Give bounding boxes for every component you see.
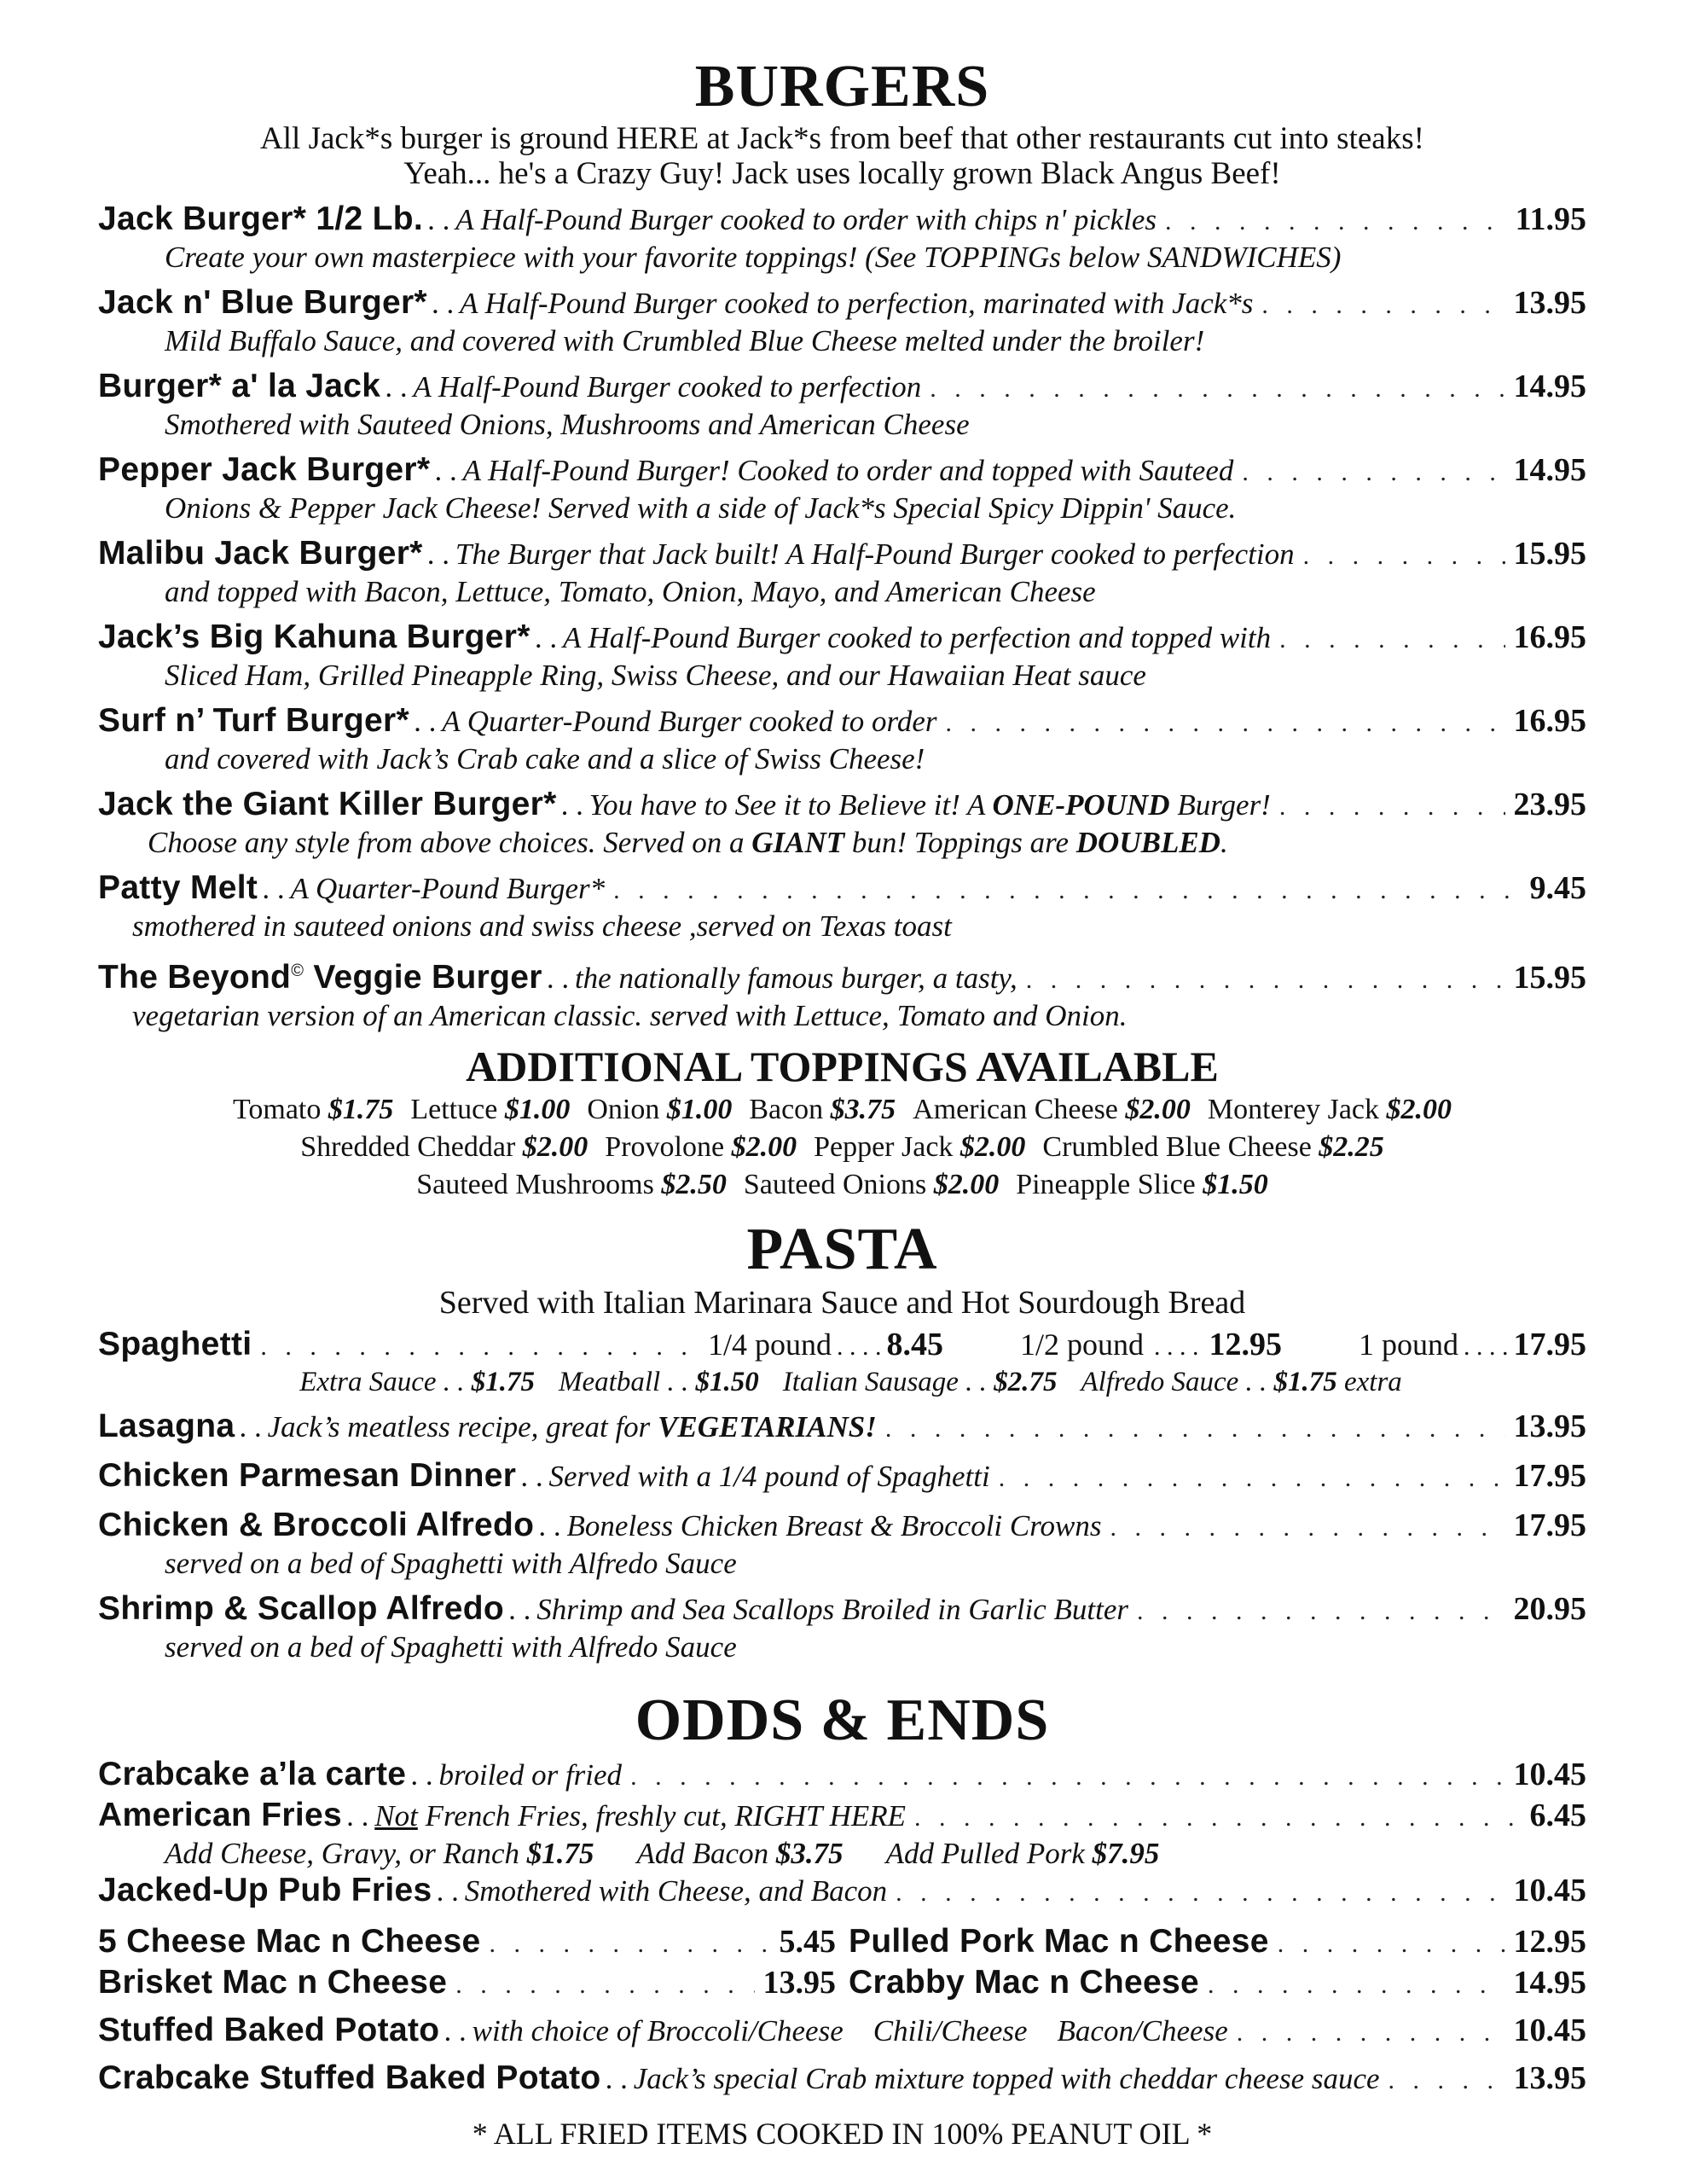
- item-price: 13.95: [1513, 285, 1586, 321]
- burgers-intro-line2: Yeah... he's a Crazy Guy! Jack uses locally grown Black Angus Beef!: [403, 156, 1281, 191]
- topping-item: [1016, 1169, 1268, 1200]
- extra-label: Alfredo Sauce . .: [1081, 1367, 1267, 1397]
- topping-name: Shredded Cheddar: [300, 1131, 516, 1163]
- toppings-row: [98, 1091, 1586, 1129]
- menu-item-row: [98, 1589, 1586, 1630]
- item-price: 17.95: [1513, 1458, 1586, 1494]
- dot-leader: [1278, 1925, 1505, 1963]
- menu-item-row: [98, 534, 1586, 575]
- topping-item: [416, 1169, 727, 1200]
- item-desc: A Half-Pound Burger! Cooked to order and topped with Sauteed: [462, 454, 1234, 487]
- item-price: 5.45: [779, 1924, 836, 1960]
- item-desc: A Quarter-Pound Burger*: [290, 872, 606, 905]
- menu-item-beyond-burger: The Beyond© Veggie Burger . . the nationally famous burger, a tasty, . . . 15.95 vegetarian version of an American classic. served with Lettuce, Tomato and Onion.: [98, 952, 1586, 1033]
- desc-separator: . .: [508, 1593, 532, 1626]
- mac-column-left: [98, 1922, 836, 2004]
- topping-name: Tomato: [232, 1094, 322, 1125]
- item-price: 13.95: [1513, 2060, 1586, 2096]
- dot-leader: [999, 1459, 1505, 1497]
- extra-price: $1.75: [471, 1367, 536, 1397]
- item-desc-line2: Sliced Ham, Grilled Pineapple Ring, Swiss Cheese, and our Hawaiian Heat sauce: [165, 659, 1146, 692]
- item-name: Lasagna: [98, 1408, 235, 1444]
- item-name: 5 Cheese Mac n Cheese: [98, 1923, 481, 1960]
- odds-title: ODDS & ENDS: [635, 1687, 1050, 1753]
- price-half: 12.95: [1209, 1327, 1282, 1362]
- toppings-row: [98, 1129, 1586, 1166]
- item-name: Malibu Jack Burger*: [98, 535, 423, 572]
- menu-item-spaghetti: Spaghetti . . . 1/4 pound . . . . 8.45 1/2 pound . . . . 12.95 1 pound . . . . 17.95: [98, 1325, 1586, 1366]
- item-name: Jacked-Up Pub Fries: [98, 1872, 432, 1908]
- menu-item-row: [98, 1506, 1586, 1547]
- footer-note: * ALL FRIED ITEMS COOKED IN 100% PEANUT OIL *: [472, 2117, 1213, 2151]
- menu-item: [98, 283, 1586, 358]
- dot-leader: [1237, 2013, 1505, 2052]
- item-name: Burger* a' la Jack: [98, 368, 381, 404]
- mac-column-right: [849, 1922, 1586, 2004]
- extra-suffix: extra: [1344, 1367, 1402, 1397]
- item-name: Patty Melt: [98, 869, 258, 906]
- extra-price: $2.75: [994, 1367, 1058, 1397]
- item-name: Crabcake a’la carte: [98, 1756, 407, 1792]
- desc-separator: . .: [386, 370, 409, 404]
- menu-item: [98, 618, 1586, 693]
- toppings-row: [98, 1166, 1586, 1204]
- item-name: Crabcake Stuffed Baked Potato: [98, 2059, 601, 2096]
- spaghetti-extras: [98, 1366, 1586, 1398]
- price-pound: 17.95: [1513, 1327, 1586, 1362]
- topping-item: [1042, 1131, 1383, 1163]
- addon-price: $7.95: [1092, 1837, 1160, 1870]
- menu-item-row: [98, 283, 1586, 324]
- fries-addon: [886, 1837, 1160, 1870]
- topping-name: Sauteed Onions: [743, 1169, 927, 1200]
- spaghetti-extra: [299, 1366, 535, 1398]
- menu-page: [98, 53, 1586, 2152]
- item-desc: You have to See it to Believe it! A ONE-POUND Burger!: [588, 788, 1271, 822]
- item-price: 14.95: [1513, 369, 1586, 404]
- menu-item-stuffed-potato: Stuffed Baked Potato . . with choice of Broccoli/Cheese Chili/Cheese Bacon/Cheese . . . 10.45: [98, 2011, 1586, 2052]
- addon-label: Add Bacon: [636, 1837, 769, 1870]
- item-price: 15.95: [1513, 536, 1586, 572]
- topping-name: Provolone: [605, 1131, 725, 1163]
- dot-leader: [1208, 1966, 1504, 2004]
- menu-item-lasagna: Lasagna . . Jack’s meatless recipe, great for VEGETARIANS! . . . 13.95: [98, 1407, 1586, 1448]
- topping-price: $2.00: [1386, 1094, 1452, 1125]
- item-name: Stuffed Baked Potato: [98, 2012, 440, 2048]
- menu-item: [98, 534, 1586, 609]
- item-desc: A Half-Pound Burger cooked to perfection: [413, 370, 922, 404]
- extra-price: $1.50: [695, 1367, 759, 1397]
- item-desc: The Burger that Jack built! A Half-Pound Burger cooked to perfection: [455, 537, 1295, 571]
- item-name: American Fries: [98, 1797, 342, 1833]
- toppings-title: ADDITIONAL TOPPINGS AVAILABLE: [466, 1043, 1219, 1090]
- item-desc-line2: and covered with Jack’s Crab cake and a slice of Swiss Cheese!: [165, 742, 925, 775]
- burgers-intro-line1: All Jack*s burger is ground HERE at Jack*s from beef that other restaurants cut into steaks!: [260, 121, 1424, 156]
- mac-n-cheese-grid: [98, 1922, 1586, 2004]
- topping-price: $2.25: [1319, 1131, 1384, 1163]
- item-name: Surf n’ Turf Burger*: [98, 702, 409, 739]
- dot-leader: [946, 704, 1505, 742]
- menu-item-crabcake: Crabcake a’la carte . . broiled or fried . . . 10.45: [98, 1755, 1586, 1796]
- item-desc: A Half-Pound Burger cooked to perfection, marinated with Jack*s: [460, 287, 1254, 320]
- item-name: Crabby Mac n Cheese: [849, 1964, 1200, 2001]
- mac-item: [849, 1922, 1586, 1963]
- item-price: 20.95: [1513, 1591, 1586, 1627]
- desc-separator: . .: [539, 1509, 562, 1542]
- mac-item: [98, 1922, 836, 1963]
- dot-leader: [1242, 453, 1504, 491]
- item-price: 10.45: [1513, 1873, 1586, 1908]
- menu-item-patty-melt: Patty Melt . . A Quarter-Pound Burger* . . . 9.45 smothered in sauteed onions and swiss cheese ,served on Texas toast: [98, 868, 1586, 944]
- extra-label: Italian Sausage . .: [782, 1367, 987, 1397]
- item-desc: broiled or fried: [438, 1758, 623, 1792]
- item-price: 13.95: [762, 1965, 836, 2001]
- topping-item: [749, 1094, 896, 1125]
- desc-separator: . .: [428, 203, 451, 236]
- topping-name: Pepper Jack: [814, 1131, 954, 1163]
- item-desc-line2: Mild Buffalo Sauce, and covered with Crumbled Blue Cheese melted under the broiler!: [165, 324, 1205, 357]
- menu-item: [98, 367, 1586, 442]
- fries-addon: [637, 1837, 844, 1870]
- dot-leader: [885, 1409, 1505, 1448]
- desc-separator: . .: [432, 287, 455, 320]
- item-desc: A Quarter-Pound Burger cooked to order: [442, 705, 937, 738]
- item-desc: with choice of Broccoli/Cheese Chili/Cheese Bacon/Cheese: [472, 2014, 1228, 2048]
- spaghetti-extra: [559, 1366, 759, 1398]
- dot-leader: [490, 1925, 771, 1963]
- item-price: 6.45: [1529, 1798, 1586, 1833]
- item-price: 23.95: [1513, 787, 1586, 822]
- menu-item-row: [98, 701, 1586, 742]
- addon-price: $1.75: [526, 1837, 594, 1870]
- item-price: 14.95: [1513, 1965, 1586, 2001]
- dot-leader: [455, 1966, 754, 2004]
- item-desc-line2: Onions & Pepper Jack Cheese! Served with a side of Jack*s Special Spicy Dippin' Sauce.: [165, 491, 1237, 525]
- dot-leader: [1261, 286, 1504, 324]
- topping-price: $1.75: [328, 1094, 394, 1125]
- topping-item: [913, 1094, 1191, 1125]
- dot-leader: [613, 871, 1521, 909]
- addon-label: Add Pulled Pork: [885, 1837, 1085, 1870]
- topping-name: Lettuce: [410, 1094, 498, 1125]
- menu-item-row: [98, 367, 1586, 408]
- item-desc: the nationally famous burger, a tasty,: [574, 961, 1017, 995]
- item-name: Jack’s Big Kahuna Burger*: [98, 619, 530, 655]
- menu-item: [98, 1456, 1586, 1497]
- pasta-list: [98, 1456, 1586, 1664]
- item-desc: A Half-Pound Burger cooked to perfection and topped with: [562, 621, 1272, 654]
- desc-separator: . .: [427, 537, 450, 571]
- dot-leader: [1388, 2061, 1505, 2100]
- menu-item: [98, 701, 1586, 776]
- topping-name: Bacon: [749, 1094, 824, 1125]
- topping-item: [300, 1131, 588, 1163]
- menu-item-row: [98, 450, 1586, 491]
- item-price: 15.95: [1513, 960, 1586, 996]
- item-desc: Not French Fries, freshly cut, RIGHT HERE: [374, 1799, 907, 1833]
- burger-list: [98, 200, 1586, 776]
- topping-price: $2.00: [959, 1131, 1026, 1163]
- item-name: Shrimp & Scallop Alfredo: [98, 1590, 504, 1627]
- topping-price: $2.50: [661, 1169, 727, 1200]
- dot-leader: [1165, 202, 1507, 241]
- dot-leader: [1137, 1592, 1504, 1630]
- item-name: The Beyond© Veggie Burger: [98, 959, 542, 996]
- topping-name: Pineapple Slice: [1016, 1169, 1196, 1200]
- item-desc: A Half-Pound Burger cooked to order with chips n' pickles: [455, 203, 1157, 236]
- item-name: Jack the Giant Killer Burger*: [98, 786, 557, 822]
- topping-item: [1208, 1094, 1452, 1125]
- topping-item: [410, 1094, 570, 1125]
- menu-item-row: [98, 618, 1586, 659]
- mac-item: [98, 1963, 836, 2004]
- item-desc: Served with a 1/4 pound of Spaghetti: [548, 1460, 990, 1493]
- item-name: Chicken & Broccoli Alfredo: [98, 1507, 535, 1543]
- item-name: Brisket Mac n Cheese: [98, 1964, 448, 2001]
- dot-leader: [630, 1757, 1504, 1796]
- topping-name: Onion: [587, 1094, 660, 1125]
- dot-leader: [1303, 537, 1505, 575]
- size-quarter: 1/4 pound: [707, 1327, 832, 1362]
- item-desc-line2: Create your own masterpiece with your favorite toppings! (See TOPPINGs below SANDWICHES): [165, 241, 1342, 274]
- topping-item: [233, 1094, 393, 1125]
- burgers-title: BURGERS: [694, 54, 990, 119]
- menu-item-pub-fries: Jacked-Up Pub Fries . . Smothered with Cheese, and Bacon . . . 10.45: [98, 1871, 1586, 1912]
- topping-price: $2.00: [933, 1169, 1000, 1200]
- topping-price: $2.00: [731, 1131, 797, 1163]
- topping-price: $1.50: [1203, 1169, 1268, 1200]
- menu-item: [98, 450, 1586, 526]
- pasta-title: PASTA: [746, 1217, 938, 1282]
- item-price: 10.45: [1513, 2013, 1586, 2048]
- dot-leader: [1279, 787, 1505, 826]
- topping-name: American Cheese: [913, 1094, 1118, 1125]
- dot-leader: [260, 1327, 699, 1366]
- item-name: Pulled Pork Mac n Cheese: [849, 1923, 1269, 1960]
- topping-item: [587, 1094, 732, 1125]
- pasta-subtitle: Served with Italian Marinara Sauce and Hot Sourdough Bread: [438, 1285, 1246, 1321]
- extra-label: Meatball . .: [559, 1367, 689, 1397]
- fries-addons: [98, 1837, 1586, 1871]
- item-name: Jack n' Blue Burger*: [98, 284, 427, 321]
- topping-name: Monterey Jack: [1207, 1094, 1380, 1125]
- topping-name: Crumbled Blue Cheese: [1042, 1131, 1312, 1163]
- price-quarter: 8.45: [886, 1327, 943, 1362]
- item-price: 12.95: [1513, 1924, 1586, 1960]
- item-price: 13.95: [1513, 1409, 1586, 1444]
- item-desc: Boneless Chicken Breast & Broccoli Crowns: [566, 1509, 1102, 1542]
- topping-item: [744, 1169, 999, 1200]
- item-desc-line2: vegetarian version of an American classic. served with Lettuce, Tomato and Onion.: [132, 999, 1128, 1032]
- topping-price: $1.00: [666, 1094, 733, 1125]
- topping-price: $2.00: [522, 1131, 588, 1163]
- item-desc: Jack’s special Crab mixture topped with cheddar cheese sauce: [633, 2062, 1380, 2095]
- size-half: 1/2 pound: [1019, 1327, 1144, 1362]
- item-desc-line2: Smothered with Sauteed Onions, Mushrooms and American Cheese: [165, 408, 970, 441]
- dot-leader: [1110, 1508, 1505, 1547]
- topping-item: [814, 1131, 1025, 1163]
- topping-price: $3.75: [830, 1094, 896, 1125]
- item-desc-line2: Choose any style from above choices. Served on a GIANT bun! Toppings are DOUBLED.: [148, 826, 1228, 859]
- item-name: Spaghetti: [98, 1326, 252, 1362]
- extra-price: $1.75: [1273, 1367, 1337, 1397]
- dot-leader: [1279, 620, 1504, 659]
- toppings-list: [98, 1091, 1586, 1204]
- dot-leader: [914, 1798, 1521, 1837]
- item-price: 14.95: [1513, 452, 1586, 488]
- item-price: 10.45: [1513, 1757, 1586, 1792]
- spaghetti-extra: [783, 1366, 1058, 1398]
- topping-price: $1.00: [504, 1094, 571, 1125]
- spaghetti-extra: [1081, 1366, 1401, 1398]
- mac-item: [849, 1963, 1586, 2004]
- item-desc: Smothered with Cheese, and Bacon: [464, 1874, 888, 1908]
- fries-addon: [165, 1837, 594, 1870]
- item-price: 16.95: [1513, 703, 1586, 739]
- menu-item: [98, 200, 1586, 275]
- menu-item-giant-killer: Jack the Giant Killer Burger* . . You have to See it to Believe it! A ONE-POUND Burger! . . . 23.95 Choose any style from above choices. Served on a GIANT bun! Toppings are DOUBLED.: [98, 785, 1586, 860]
- extra-label: Extra Sauce . .: [299, 1367, 465, 1397]
- topping-name: Sauteed Mushrooms: [416, 1169, 654, 1200]
- item-desc-line2: served on a bed of Spaghetti with Alfredo Sauce: [165, 1547, 737, 1580]
- item-price: 17.95: [1513, 1507, 1586, 1543]
- item-price: 16.95: [1513, 619, 1586, 655]
- topping-item: [605, 1131, 797, 1163]
- dot-leader: [1026, 961, 1505, 999]
- size-pound: 1 pound: [1359, 1327, 1458, 1362]
- item-desc-line2: served on a bed of Spaghetti with Alfredo Sauce: [165, 1630, 737, 1664]
- item-price: 11.95: [1515, 201, 1586, 237]
- desc-separator: . .: [521, 1460, 544, 1493]
- menu-item-crabcake-potato: Crabcake Stuffed Baked Potato . . Jack’s special Crab mixture topped with cheddar cheese sauce . . . 13.95: [98, 2059, 1586, 2100]
- menu-item-american-fries: American Fries . . Not French Fries, freshly cut, RIGHT HERE . . . 6.45: [98, 1796, 1586, 1837]
- topping-price: $2.00: [1125, 1094, 1191, 1125]
- desc-separator: . .: [435, 454, 458, 487]
- menu-item: [98, 1589, 1586, 1664]
- desc-separator: . .: [535, 621, 558, 654]
- desc-separator: . .: [414, 705, 438, 738]
- item-name: Jack Burger* 1/2 Lb.: [98, 200, 423, 237]
- item-desc: Jack’s meatless recipe, great for VEGETARIANS!: [267, 1410, 877, 1443]
- dot-leader: [896, 1873, 1504, 1912]
- item-price: 9.45: [1529, 870, 1586, 906]
- item-name: Chicken Parmesan Dinner: [98, 1457, 517, 1494]
- addon-price: $3.75: [775, 1837, 844, 1870]
- item-desc: Shrimp and Sea Scallops Broiled in Garlic Butter: [536, 1593, 1129, 1626]
- item-name: Pepper Jack Burger*: [98, 451, 431, 488]
- item-desc-line2: smothered in sauteed onions and swiss cheese ,served on Texas toast: [132, 909, 952, 943]
- menu-item-row: [98, 200, 1586, 241]
- menu-item-row: [98, 1456, 1586, 1497]
- addon-label: Add Cheese, Gravy, or Ranch: [165, 1837, 520, 1870]
- menu-item: [98, 1506, 1586, 1581]
- dot-leader: [930, 369, 1504, 408]
- item-desc-line2: and topped with Bacon, Lettuce, Tomato, Onion, Mayo, and American Cheese: [165, 575, 1096, 608]
